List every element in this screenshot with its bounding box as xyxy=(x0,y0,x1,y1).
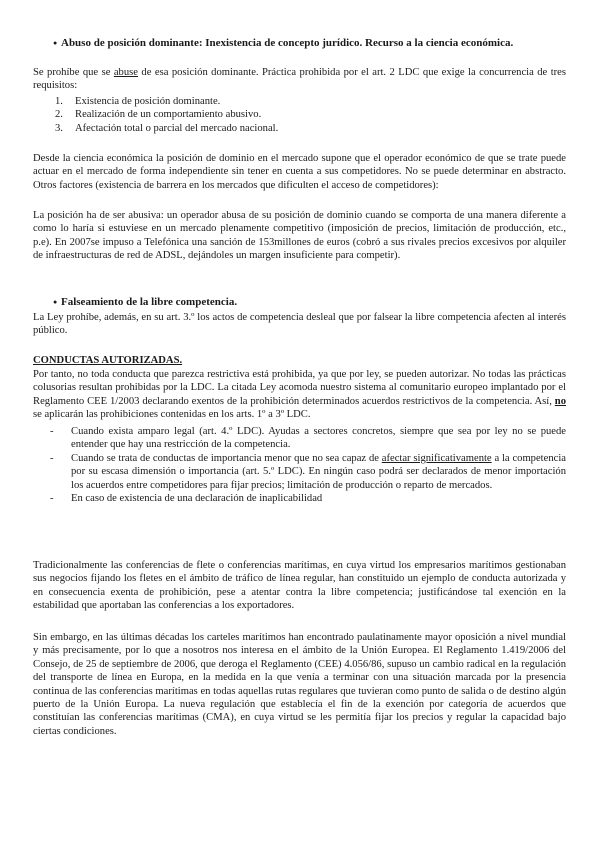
casos-list xyxy=(33,425,566,505)
abuse-word: abuse xyxy=(113,67,138,78)
ley-paragraph: La Ley prohíbe, además, en su art. 3.º los actos de competencia desleal que por falsear la libre competencia afecten al interés público. xyxy=(33,312,566,337)
requisitos-list xyxy=(33,95,566,135)
dominio-paragraph: Desde la ciencia económica la posición de dominio en el mercado supone que el operador económico de que se trate puede actuar en el mercado de forma independiente sin tener en cuenta a sus competidores. No se puede determinar en abstracto. Otros factores (existencia de barrera en los mercados que dificulten el acceso de competidores): xyxy=(33,153,566,191)
no-word: no xyxy=(554,395,566,407)
list-item: - En caso de existencia de una declaración de inaplicabilidad xyxy=(50,493,323,505)
bullet-title: Falseamiento de la libre competencia. xyxy=(61,296,238,308)
abusiva-paragraph: La posición ha de ser abusiva: un operador abusa de su posición de dominio cuando se comporta de una manera diferente a como lo haría si estuviese en un mercado plenamente competitivo (imposición de precios, limitación de producción, etc., p.e). En 2007se impuso a Telefónica una sanción de 153millones de euros (cobró a sus rivales precios excesivos por alquiler de infraestructuras de red de ADSL, dejándoles un margen insuficiente para competir). xyxy=(33,210,566,262)
bullet-icon xyxy=(33,296,59,310)
underlined-phrase: afectar significativamente xyxy=(381,452,492,464)
carteles-paragraph: Sin embargo, en las últimas décadas los carteles marítimos han encontrado paulatinamente mayor oposición a nivel mundial y más precisamente, por lo que a nosotros nos interesa en el ámbito de la Unión Europea. El Reglamento 1.419/2006 del Consejo, de 25 de septiembre de 2006, que deroga el Reglamento (CEE) 4.056/86, supuso un cambio radical en la regulación del transporte de línea en Europa, en la medida en la que venía a terminar con una situación marcada por la presencia continua de las conferencias marítimas en todas aquellas rutas regulares que tuvieran como punto de salida o de destino algún puerto de la Unión Europa. La nueva regulación que establecía el fin de la exención por categoría de acuerdos que constituían las conferencias marítimas (CMA), en cuya virtud se les permitía fijar los precios y regular la capacidad bajo ciertas condiciones. xyxy=(33,632,566,737)
list-item: 3. Afectación total o parcial del mercado nacional. xyxy=(55,122,279,134)
list-item: 1. Existencia de posición dominante. xyxy=(55,96,221,107)
bullet-icon xyxy=(33,37,59,51)
list-item: 2. Realización de un comportamiento abusivo. xyxy=(55,109,262,121)
intro-paragraph: Se prohíbe que se abuse de esa posición dominante. Práctica prohibida por el art. 2 LDC que exige la concurrencia de tres requisitos: xyxy=(33,67,566,92)
autorizadas-paragraph: Por tanto, no toda conducta que parezca restrictiva está prohibida, ya que por ley, se pueden autorizar. No todas las prácticas colusorias resultan prohibidas por la LDC. La citada Ley acomoda nuestro sistema al comunitario europeo implantado por el Reglamento CEE 1/2003 declarando exentos de la prohibición determinados acuerdos restrictivos de la competencia. Así, no se aplicarán las prohibiciones contenidas en los arts. 1º a 3º LDC. xyxy=(33,369,566,421)
bullet-abuso-posicion-dominante xyxy=(33,37,566,51)
section-title: CONDUCTAS AUTORIZADAS. xyxy=(33,355,183,366)
bullet-falseamiento xyxy=(33,296,566,310)
bullet-title: Abuso de posición dominante: Inexistencia de concepto jurídico. Recurso a la ciencia económica. xyxy=(61,37,514,49)
list-item: - Cuando exista amparo legal (art. 4.º LDC). Ayudas a sectores concretos, siempre que sea por ley no se puede entender que hay una restricción de la competencia. xyxy=(50,426,566,451)
conferencias-paragraph: Tradicionalmente las conferencias de flete o conferencias marítimas, en cuya virtud los empresarios marítimos gestionaban sus negocios fijando los fletes en el ámbito de tráfico de línea regular, han constituido un ejemplo de conducta autorizada y en consecuencia exenta de prohibición, pese a atentar contra la libre competencia; justificándose tal exención en la estabilidad que aportaban las conferencias a los exportadores. xyxy=(33,560,566,612)
list-item: - Cuando se trata de conductas de importancia menor que no sea capaz de afectar significativamente a la competencia por su escasa dimensión o importancia (art. 5.º LDC). En ningún caso podrá ser declarados de menor importación los acuerdos entre competidores para fijar precios; limitación de producción o reparto de mercados. xyxy=(50,452,566,491)
